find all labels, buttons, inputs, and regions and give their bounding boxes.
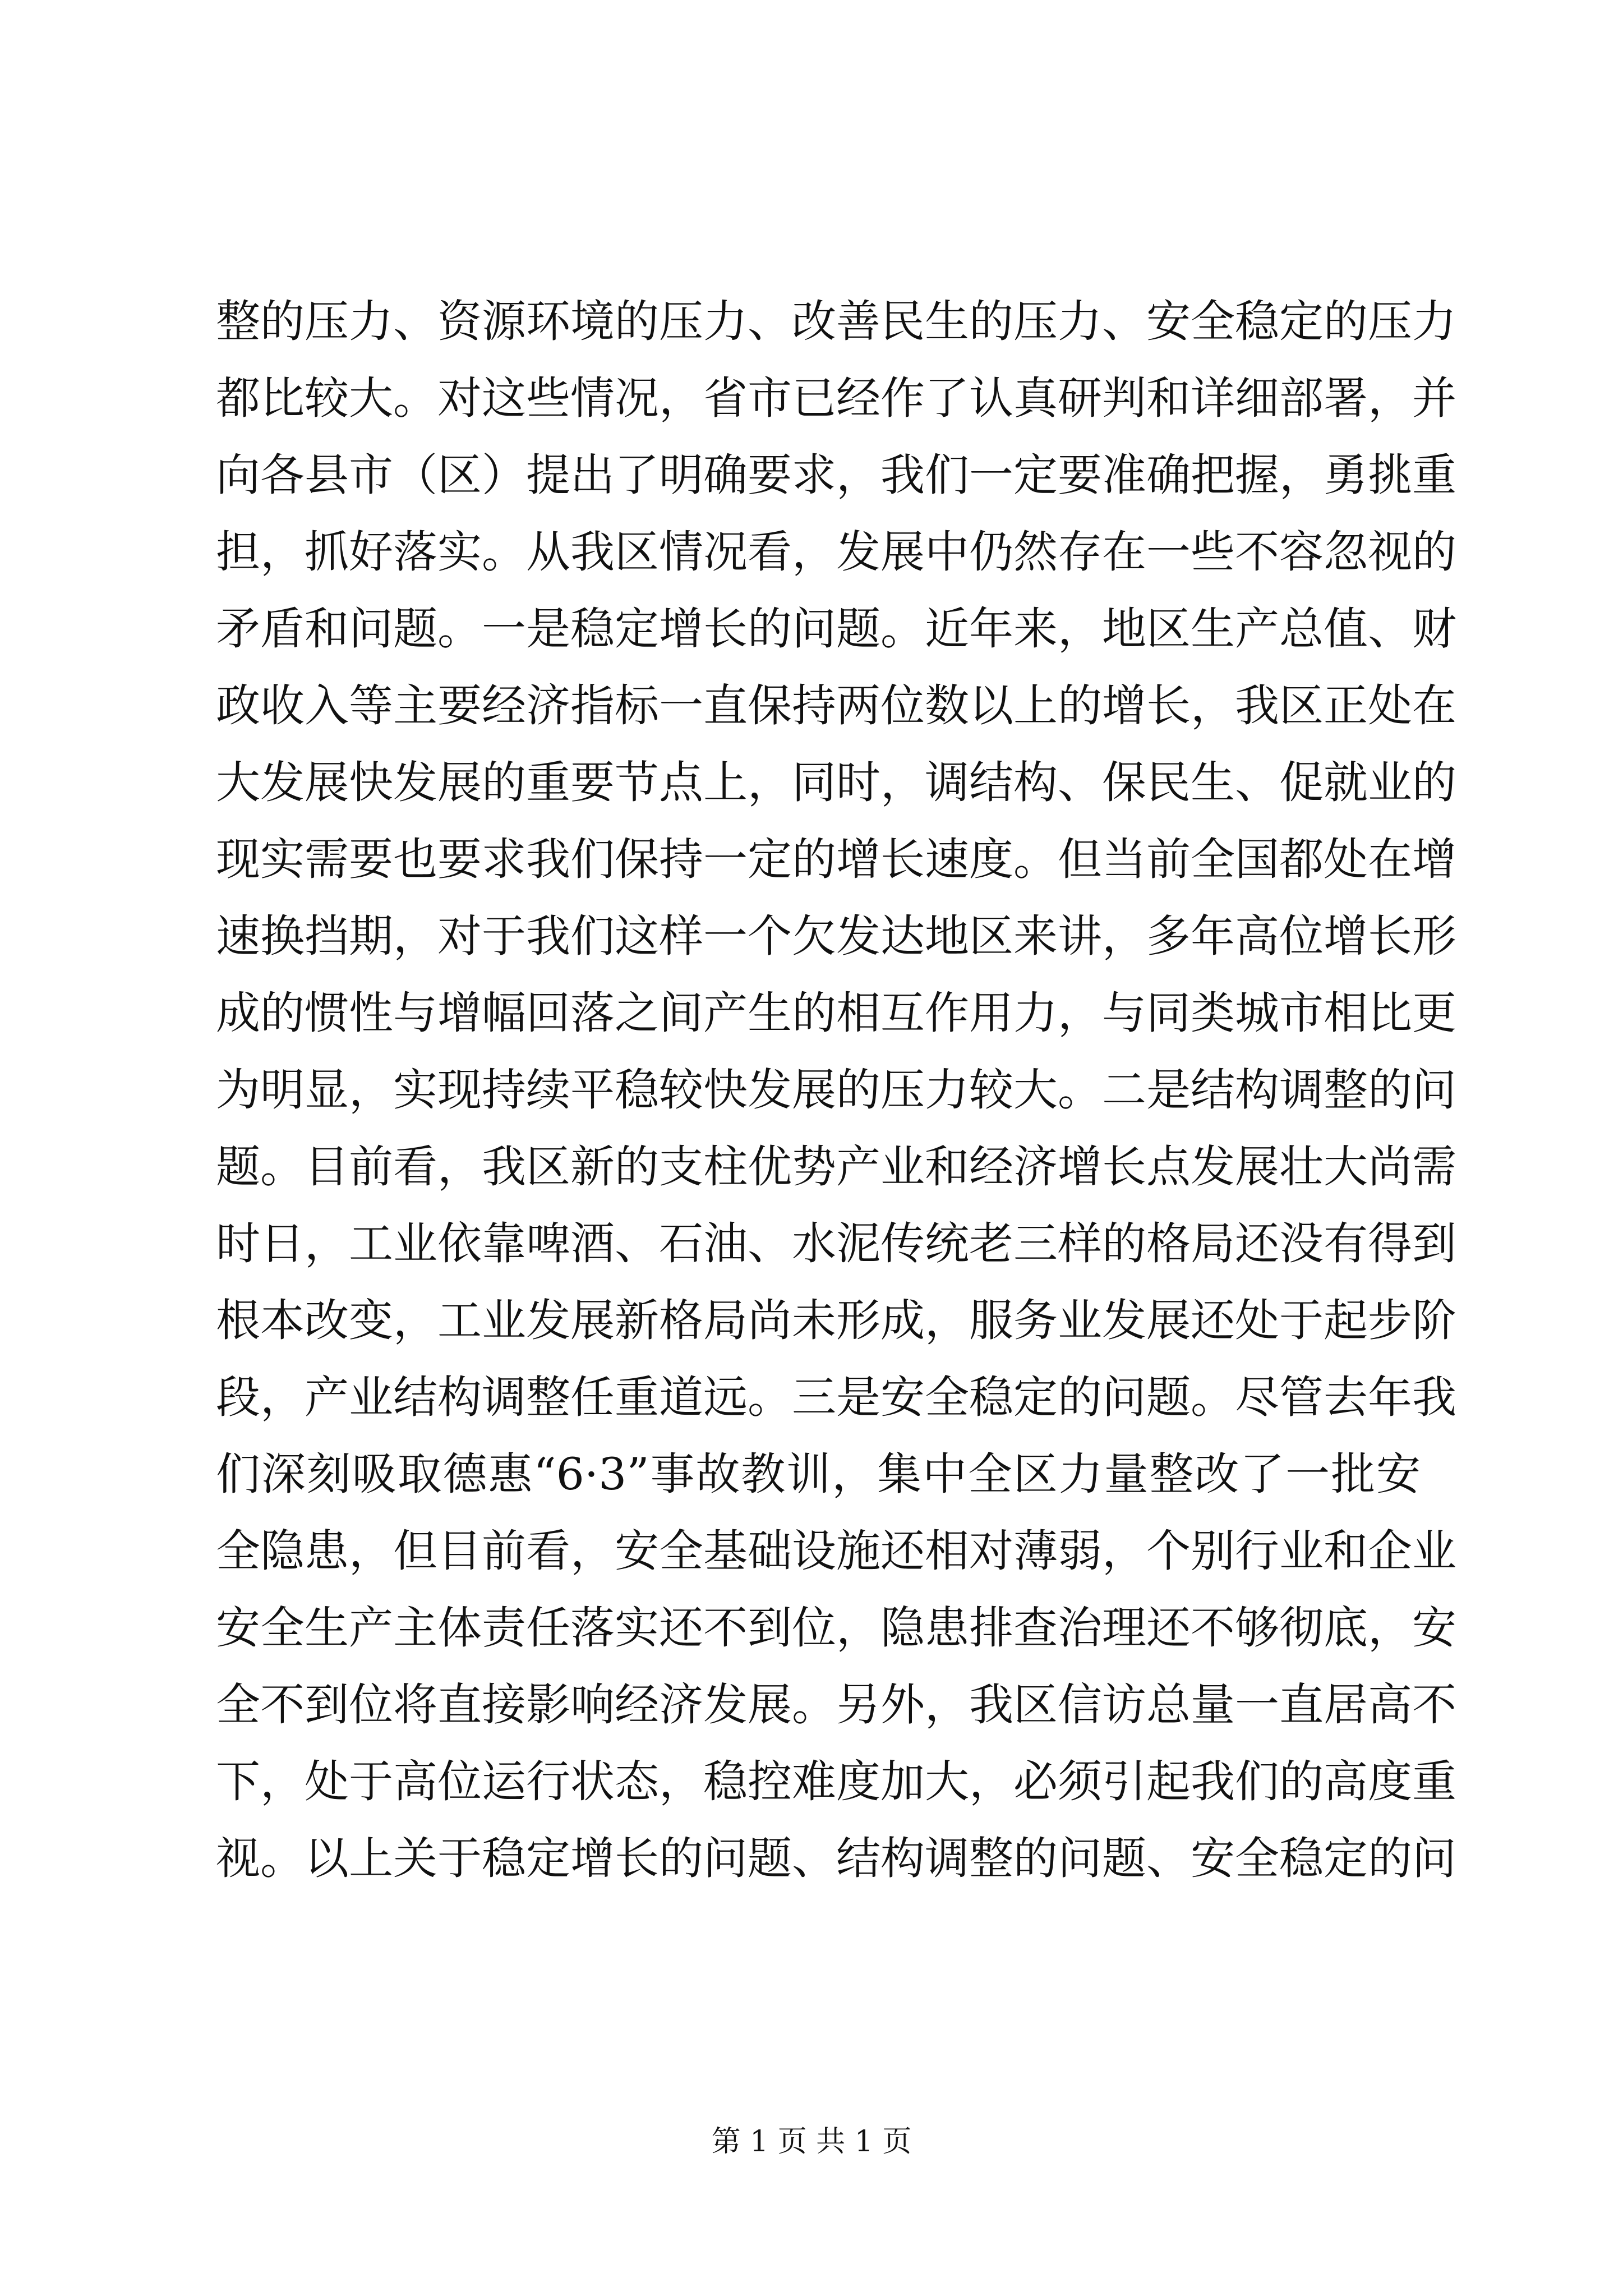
text-line: 担，抓好落实。从我区情况看，发展中仍然存在一些不容忽视的 bbox=[216, 526, 1456, 578]
text-line: 大发展快发展的重要节点上，同时，调结构、保民生、促就业的 bbox=[216, 757, 1456, 808]
text-line: 们深刻吸取德惠“6·3”事故教训，集中全区力量整改了一批安 bbox=[216, 1448, 1421, 1500]
text-line: 速换挡期，对于我们这样一个欠发达地区来讲，多年高位增长形 bbox=[216, 910, 1456, 962]
text-line: 都比较大。对这些情况，省市已经作了认真研判和详细部署，并 bbox=[216, 372, 1456, 424]
text-line: 根本改变，工业发展新格局尚未形成，服务业发展还处于起步阶 bbox=[216, 1295, 1456, 1346]
page-number-footer: 第 1 页 共 1 页 bbox=[711, 2125, 912, 2159]
text-line: 矛盾和问题。一是稳定增长的问题。近年来，地区生产总值、财 bbox=[216, 603, 1456, 655]
text-line: 段，产业结构调整任重道远。三是安全稳定的问题。尽管去年我 bbox=[216, 1372, 1456, 1423]
text-line: 成的惯性与增幅回落之间产生的相互作用力，与同类城市相比更 bbox=[216, 987, 1456, 1039]
text-line: 视。以上关于稳定增长的问题、结构调整的问题、安全稳定的问 bbox=[216, 1833, 1456, 1884]
text-line: 整的压力、资源环境的压力、改善民生的压力、安全稳定的压力 bbox=[216, 296, 1456, 347]
text-line: 时日，工业依靠啤酒、石油、水泥传统老三样的格局还没有得到 bbox=[216, 1218, 1456, 1269]
text-line: 现实需要也要求我们保持一定的增长速度。但当前全国都处在增 bbox=[216, 834, 1456, 885]
text-line: 题。目前看，我区新的支柱优势产业和经济增长点发展壮大尚需 bbox=[216, 1141, 1456, 1193]
text-line: 全隐患，但目前看，安全基础设施还相对薄弱，个别行业和企业 bbox=[216, 1525, 1456, 1577]
text-line: 政收入等主要经济指标一直保持两位数以上的增长，我区正处在 bbox=[216, 680, 1456, 731]
text-line: 为明显，实现持续平稳较快发展的压力较大。二是结构调整的问 bbox=[216, 1064, 1456, 1116]
text-line: 向各县市（区）提出了明确要求，我们一定要准确把握，勇挑重 bbox=[216, 449, 1456, 501]
body-text bbox=[216, 283, 1456, 1897]
text-line: 安全生产主体责任落实还不到位，隐患排查治理还不够彻底，安 bbox=[216, 1602, 1456, 1654]
text-line: 下，处于高位运行状态，稳控难度加大，必须引起我们的高度重 bbox=[216, 1756, 1456, 1807]
text-line: 全不到位将直接影响经济发展。另外，我区信访总量一直居高不 bbox=[216, 1679, 1456, 1731]
